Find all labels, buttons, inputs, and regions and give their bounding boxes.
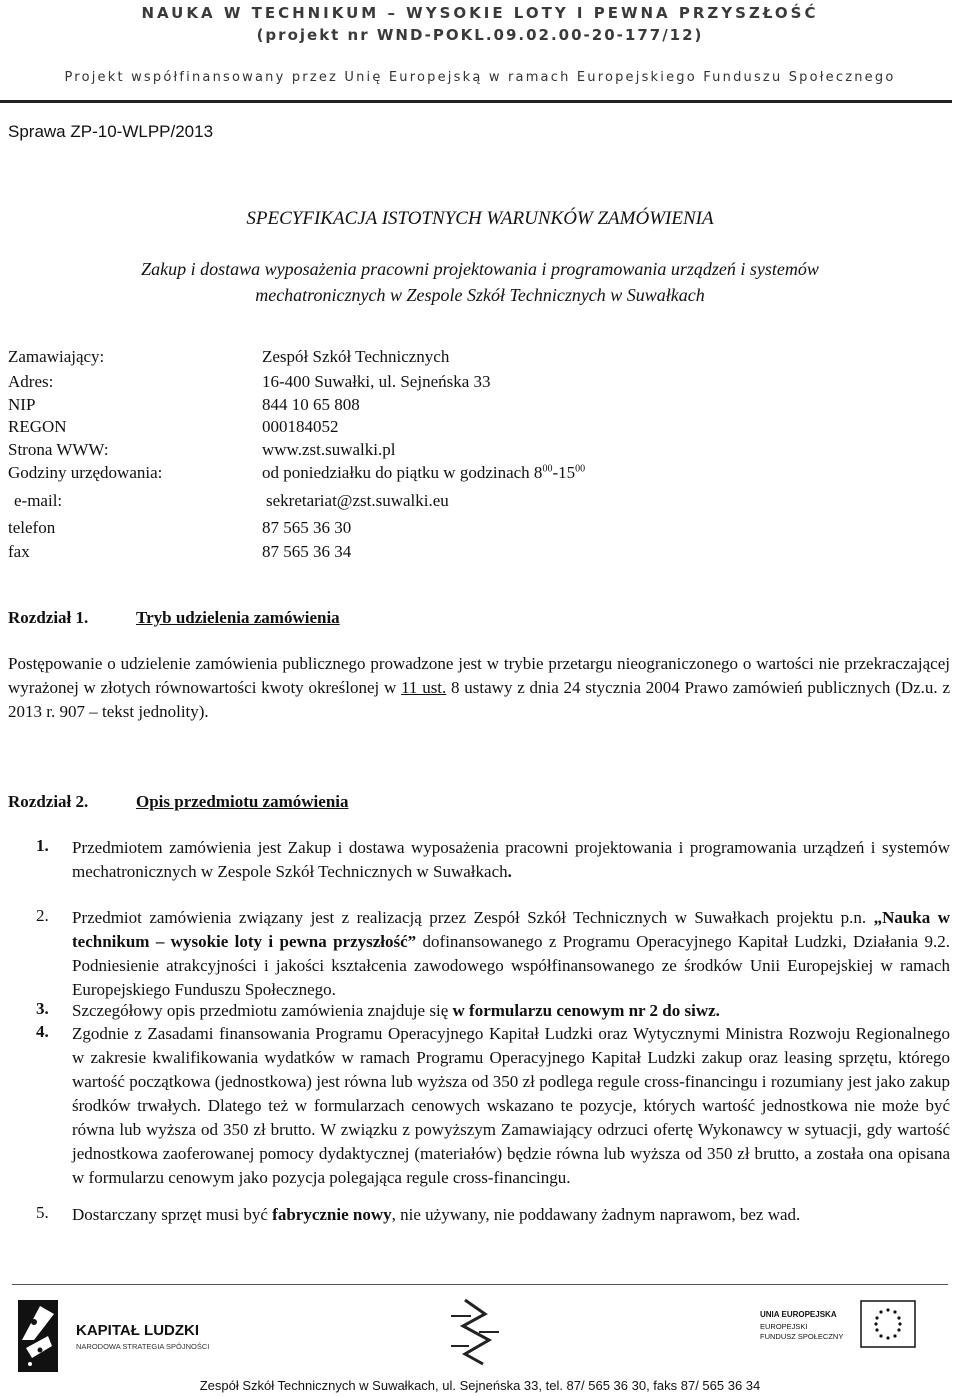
- item-1-period: .: [507, 862, 512, 881]
- item-5-condition: fabrycznie nowy: [272, 1205, 392, 1224]
- hours-sup-end: 00: [575, 463, 586, 475]
- eu-logo-line-1: UNIA EUROPEJSKA: [760, 1310, 837, 1319]
- school-emblem: [445, 1296, 505, 1366]
- item-1-number: 1.: [36, 836, 49, 855]
- footer-divider: [12, 1284, 948, 1285]
- document-subject: [60, 256, 900, 308]
- orderer-value: Zespół Szkół Technicznych: [262, 347, 450, 366]
- email-value[interactable]: sekretariat@zst.suwalki.eu: [266, 491, 449, 510]
- section-1-number: Rozdział 1.: [8, 608, 89, 627]
- item-3-text: [72, 999, 950, 1023]
- case-number: Sprawa ZP-10-WLPP/2013: [8, 122, 214, 141]
- item-2-text: [72, 906, 950, 1002]
- hours-sup-start: 00: [542, 463, 553, 475]
- item-5-body-b: , nie używany, nie poddawany żadnym naprawom, bez wad.: [391, 1205, 801, 1224]
- section-1-article-ref: 11 ust.: [401, 678, 447, 697]
- fax-value: 87 565 36 34: [262, 542, 352, 561]
- school-lightning-icon: [445, 1296, 505, 1366]
- item-2-project-name: „Nauka w technikum – wysokie loty i pewna przyszłość”: [72, 908, 951, 951]
- regon-value: 000184052: [262, 417, 339, 436]
- nip-label: NIP: [8, 395, 36, 414]
- www-label: Strona WWW:: [8, 440, 109, 459]
- document-title: SPECYFIKACJA ISTOTNYCH WARUNKÓW ZAMÓWIENIA: [246, 208, 714, 229]
- kapital-ludzki-subtitle: NARODOWA STRATEGIA SPÓJNOŚCI: [76, 1342, 210, 1351]
- www-value[interactable]: www.zst.suwalki.pl: [262, 440, 396, 459]
- eu-logo-line-3: FUNDUSZ SPOŁECZNY: [760, 1332, 844, 1341]
- hours-text: od poniedziałku do piątku w godzinach 8: [262, 463, 543, 482]
- item-4-number: 4.: [36, 1022, 49, 1041]
- item-3-form-ref: w formularzu cenowym nr 2 do siwz.: [452, 1001, 720, 1020]
- subject-line-2: mechatronicznych w Zespole Szkół Technicznych w Suwałkach: [255, 285, 705, 305]
- header-divider: [0, 100, 952, 103]
- item-3-body: Szczegółowy opis przedmiotu zamówienia znajduje się: [72, 1001, 453, 1020]
- email-label: e-mail:: [14, 491, 63, 510]
- item-2-body-a: Przedmiot zamówienia związany jest z realizacją przez Zespół Szkół Technicznych w Suwałkach projektu p.n.: [72, 908, 874, 927]
- item-2-body-b: dofinansowanego z Programu Operacyjnego Kapitał Ludzki, Działania 9.2. Podniesienie atrakcyjności i jakości kształcenia zawodowego współfinansowanego ze środków Unii Europejskiej w ramach Europejskiego Funduszu Społecznego.: [72, 932, 951, 999]
- section-1-title: Tryb udzielenia zamówienia: [136, 608, 340, 627]
- item-5-text: [72, 1203, 950, 1227]
- nip-value: 844 10 65 808: [262, 395, 360, 414]
- eu-flag-icon: [860, 1300, 916, 1348]
- hours-mid: -15: [552, 463, 576, 482]
- hours-value: [262, 463, 585, 483]
- kapital-ludzki-name: KAPITAŁ LUDZKI: [76, 1322, 200, 1339]
- item-4-text: Zgodnie z Zasadami finansowania Programu Operacyjnego Kapitał Ludzki oraz Wytycznymi Ministra Rozwoju Regionalnego w zakresie kwalifikowania wydatków w ramach Programu Operacyjnego Kapitał Ludzki zakup oraz leasing sprzętu, którego wartość początkowa (jednostkowa) jest równa lub wyższa od 350 zł podlega regule cross-financingu i rozumiany jest jako zakup środków trwałych. Dlatego też w formularzach cenowych wskazano te pozycje, których wartość jednostkowa nie może być równa lub wyższa od 350 zł brutto. W związku z powyższym Zamawiający odrzuci ofertę Wykonawcy w sytuacji, gdy wartość jednostkowa zaoferowanej pomocy dydaktycznej (materiałów) będzie równa lub wyższa od 350 zł brutto, a została ona opisana w formularzu cenowym jako pozycja polegająca regule cross-financingu.: [72, 1024, 950, 1187]
- item-3-number: 3.: [36, 999, 49, 1018]
- item-2-number: 2.: [36, 906, 49, 925]
- footer-address: Zespół Szkół Technicznych w Suwałkach, ul. Sejneńska 33, tel. 87/ 565 36 30, faks 87/ 565 36 34: [199, 1378, 761, 1393]
- eu-logo: [760, 1300, 920, 1364]
- phone-value: 87 565 36 30: [262, 518, 352, 537]
- regon-label: REGON: [8, 417, 67, 436]
- section-1-text-a: Postępowanie o udzielenie zamówienia publicznego prowadzone jest w trybie przetargu nieograniczonego o wartości nie przekraczającej wyrażonej w złotych równowartości kwoty określonej w: [8, 654, 950, 697]
- phone-label: telefon: [8, 518, 56, 537]
- fax-label: fax: [8, 542, 30, 561]
- header-cofinancing-note: Projekt współfinansowany przez Unię Europejską w ramach Europejskiego Funduszu Społecznego: [64, 70, 896, 85]
- item-5-body-a: Dostarczany sprzęt musi być: [72, 1205, 273, 1224]
- address-label: Adres:: [8, 372, 54, 391]
- header-project-number: (projekt nr WND-POKL.09.02.00-20-177/12): [256, 26, 704, 44]
- item-1-text: [72, 836, 950, 884]
- hours-label: Godziny urzędowania:: [8, 463, 163, 482]
- kapital-ludzki-logo: [18, 1300, 238, 1372]
- subject-line-1: Zakup i dostawa wyposażenia pracowni projektowania i programowania urządzeń i systemów: [141, 259, 819, 279]
- section-1-paragraph: [8, 652, 950, 724]
- item-5-number: 5.: [36, 1203, 49, 1222]
- section-2-title: Opis przedmiotu zamówienia: [136, 792, 349, 811]
- item-1-body: Przedmiotem zamówienia jest Zakup i dostawa wyposażenia pracowni projektowania i programowania urządzeń i systemów mechatronicznych w Zespole Szkół Technicznych w Suwałkach: [72, 838, 950, 881]
- section-2-number: Rozdział 2.: [8, 792, 89, 811]
- section-1-text-b: 8 ustawy z dnia 24 stycznia 2004 Prawo zamówień publicznych (Dz.u. z 2013 r. 907 – tekst jednolity).: [8, 678, 950, 721]
- address-value: 16-400 Suwałki, ul. Sejneńska 33: [262, 372, 491, 391]
- header-project-title: NAUKA W TECHNIKUM – WYSOKIE LOTY I PEWNA PRZYSZŁOŚĆ: [141, 4, 819, 22]
- eu-logo-line-2: EUROPEJSKI: [760, 1322, 808, 1331]
- orderer-label: Zamawiający:: [8, 347, 105, 366]
